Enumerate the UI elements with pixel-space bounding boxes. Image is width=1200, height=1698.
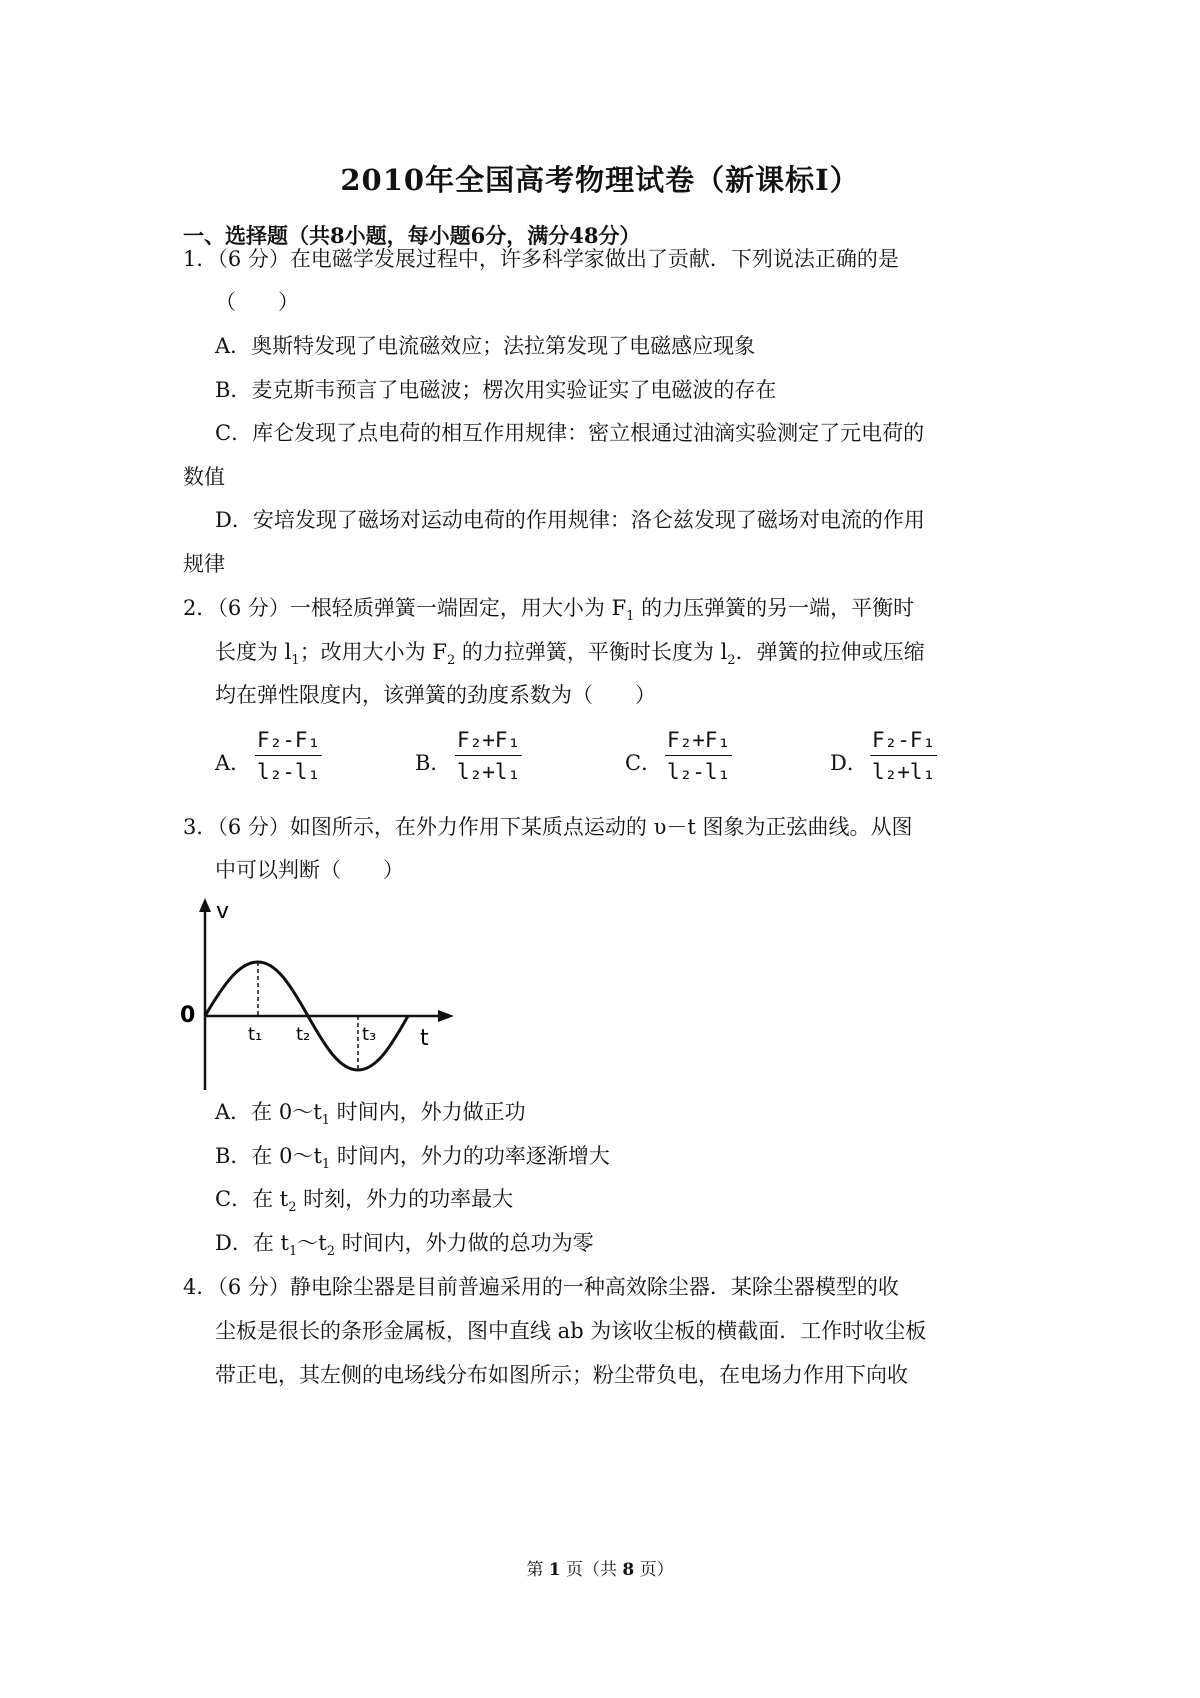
q4-stem-line2: 尘板是很长的条形金属板，图中直线 ab 为该收尘板的横截面．工作时收尘板 xyxy=(215,1319,927,1343)
q1-option-c: C．库仑发现了点电荷的相互作用规律：密立根通过油滴实验测定了元电荷的 xyxy=(215,421,925,445)
q3-option-c: C．在 $t_2$ 时刻，外力的功率最大 xyxy=(215,1187,514,1215)
page-footer: 第 1 页（共 8 页） xyxy=(526,1560,674,1580)
q3-stem-line1: 3．（6 分）如图所示，在外力作用下某质点运动的 υ－t 图象为正弦曲线。从图 xyxy=(183,815,913,839)
q1-option-b: B．麦克斯韦预言了电磁波；楞次用实验证实了电磁波的存在 xyxy=(215,378,777,402)
q4-stem-line3: 带正电，其左侧的电场线分布如图所示；粉尘带负电，在电场力作用下向收 xyxy=(215,1363,908,1387)
q4-stem-line1: 4．（6 分）静电除尘器是目前普遍采用的一种高效除尘器．某除尘器模型的收 xyxy=(183,1275,899,1299)
q1-stem-blank: （ ） xyxy=(215,290,299,314)
q2-option-c-fraction: F₂+F₁ l₂-l₁ xyxy=(667,728,731,784)
t3-label: t₃ xyxy=(362,1024,377,1045)
t1-label: t₁ xyxy=(248,1024,263,1045)
q2-option-b-label: B． xyxy=(415,751,452,775)
q3-stem-line2: 中可以判断（ ） xyxy=(215,858,404,882)
q1-option-c-cont: 数值 xyxy=(183,465,225,489)
q2-option-a-fraction: F₂-F₁ l₂-l₁ xyxy=(257,728,321,784)
q2-option-c-label: C． xyxy=(625,751,663,775)
v-axis-label: v xyxy=(216,899,230,924)
q1-option-d-cont: 规律 xyxy=(183,552,225,576)
q3-option-a: A．在 $0\sim t_1$ 时间内，外力做正功 xyxy=(215,1100,526,1128)
q2-stem-line2: 长度为 $l_1$；改用大小为 $F_2$ 的力拉弹簧，平衡时长度为 $l_2$．弹簧的拉伸或压缩 xyxy=(215,640,925,668)
q3-option-d: D．在 $t_1\sim t_2$ 时间内，外力做的总功为零 xyxy=(215,1231,594,1259)
q2-option-d-fraction: F₂-F₁ l₂+l₁ xyxy=(872,728,936,784)
v-axis-arrow xyxy=(199,898,211,912)
t-axis-label: t xyxy=(420,1026,429,1051)
vt-graph xyxy=(180,890,480,1100)
section-heading: 一、选择题（共8小题，每小题6分，满分48分） xyxy=(183,223,641,248)
q2-option-b-fraction: F₂+F₁ l₂+l₁ xyxy=(457,728,521,784)
q3-option-b: B．在 $0\sim t_1$ 时间内，外力的功率逐渐增大 xyxy=(215,1144,610,1172)
q2-option-a-label: A． xyxy=(215,751,252,775)
q1-option-d: D．安培发现了磁场对运动电荷的作用规律：洛仑兹发现了磁场对电流的作用 xyxy=(215,508,925,532)
q2-option-d-label: D． xyxy=(830,751,868,775)
q2-stem-line3: 均在弹性限度内，该弹簧的劲度系数为（ ） xyxy=(215,683,656,707)
t-axis-arrow xyxy=(438,1010,454,1022)
q1-option-a: A．奥斯特发现了电流磁效应；法拉第发现了电磁感应现象 xyxy=(215,334,756,358)
page-title: 2010年全国高考物理试卷（新课标Ⅰ） xyxy=(340,163,860,197)
t2-label: t₂ xyxy=(296,1024,311,1045)
q1-stem: 1．（6 分）在电磁学发展过程中，许多科学家做出了贡献．下列说法正确的是 xyxy=(183,247,899,271)
origin-label: 0 xyxy=(180,1003,196,1028)
q2-stem-line1: 2．（6 分）一根轻质弹簧一端固定，用大小为 $F_1$ 的力压弹簧的另一端，平衡时 xyxy=(183,596,915,624)
